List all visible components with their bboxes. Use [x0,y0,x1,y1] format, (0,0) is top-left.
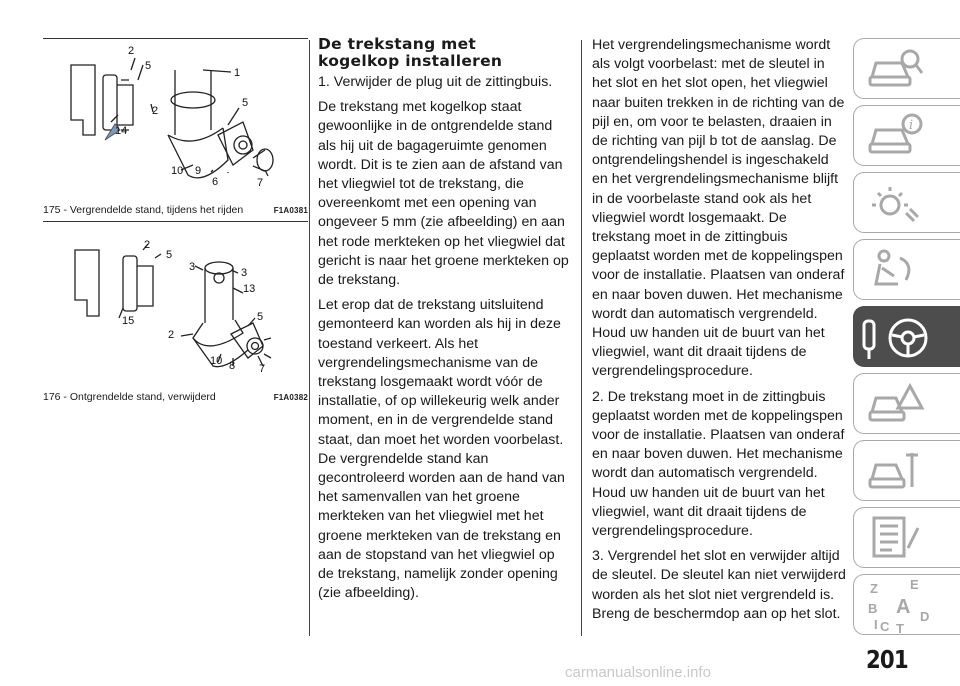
figure-code: F1A0381 [273,206,308,215]
tab-safety[interactable] [853,239,960,300]
figure-caption-text: 175 - Vergrendelde stand, tijdens het rijden [43,204,244,216]
callout-label: 2 [144,239,151,251]
index-letter: Z [870,581,878,596]
callout-label: 6 [212,176,219,188]
tab-getting-to-know[interactable] [853,38,960,99]
index-letter: D [920,609,930,624]
callout-label: 5 [166,249,173,261]
section-heading [318,36,568,70]
body-paragraph: De trekstang met kogelkop staat gewoonlijke in de ontgrendelde stand als hij uit de bagageruimte genomen wordt. Dit is te zien aan de afstand van het vliegwiel tot de trekstang, die overeenkomt met een opening van ongeveer 5 mm (zie afbeelding) en aan het rode merkteken op het vliegwiel dat gericht is naar het groene merkteken op de trekstang. [318,99,569,289]
svg-text:i: i [909,118,914,133]
body-paragraph: 2. De trekstang moet in de zittingbuis geplaatst worden met de koppelingspen voor de installatie. Plaatsen van onderaf en naar boven duwen. Het mechanisme wordt dan automatisch vergrendeld. Houd uw handen uit de buurt van het vliegwiel, want dit draait tijdens de vergrendelingsprocedure. [592,388,845,540]
tab-technical-data[interactable] [853,507,960,568]
body-paragraph: 1. Verwijder de plug uit de zittingbuis. [318,74,553,90]
figure-code: F1A0382 [273,393,308,402]
tab-dashboard-info[interactable] [853,105,960,166]
alphabetical-index-icon [866,579,936,635]
callout-label: 10 [171,165,184,177]
column-divider [309,40,310,636]
callout-label: 8 [229,360,236,372]
column-divider [581,40,582,636]
callout-label: 10 [210,355,223,367]
section-heading-line: De trekstang met [318,35,477,53]
car-maintenance-wrench-icon [866,445,926,497]
callout-label: 2 [152,105,159,117]
tab-starting-driving[interactable] [853,306,960,367]
figure-caption [43,391,308,403]
watermark: carmanualsonline.info [565,664,711,681]
callout-label: 13 [243,283,256,295]
index-letter: B [868,601,878,616]
technical-data-list-icon [866,512,926,564]
index-letter: C [880,619,890,634]
index-letter: E [910,579,919,592]
page-number: 201 [866,645,908,674]
tab-warning-lights[interactable] [853,172,960,233]
callout-label: 1 [234,67,241,79]
callout-label: 15 [122,315,135,327]
tab-maintenance[interactable] [853,440,960,501]
index-letter: T [896,621,904,635]
callout-label: 5 [145,60,152,72]
seat-safety-airbag-icon [866,244,926,296]
callout-label: 5 [257,311,264,323]
callout-label: 2 [168,329,175,341]
car-info-icon [866,110,926,162]
callout-label: 7 [259,363,266,375]
body-column-middle [318,73,574,609]
section-heading-line: kogelkop installeren [318,52,503,70]
car-search-icon [866,43,926,95]
car-warning-triangle-icon [866,378,926,430]
body-paragraph: 3. Vergrendel het slot en verwijder altijd de sleutel. De sleutel kan niet verwijderd worden als het slot niet vergrendeld is. Breng de beschermdop aan op het slot. [592,548,846,622]
tab-index[interactable] [853,574,960,635]
callout-label: 7 [257,177,264,189]
index-letter: A [896,596,911,618]
figure-176-illustration [43,228,308,386]
figure-top-rule [43,38,308,39]
dashboard-warning-lights-icon [866,177,926,229]
callout-label: 9 [195,165,202,177]
callout-label: 3 [241,267,248,279]
callout-label: 14 [115,125,128,137]
callout-label: 3 [189,261,196,273]
key-steering-wheel-icon [858,311,938,365]
figure-top-rule [43,221,308,222]
callout-label: 2 [128,45,135,57]
index-letter: I [874,617,878,632]
figure-caption-text: 176 - Ontgrendelde stand, verwijderd [43,391,216,403]
figure-caption [43,204,308,216]
figure-175-illustration [43,40,308,200]
tab-emergency[interactable] [853,373,960,434]
body-column-right [592,36,846,630]
body-paragraph: Let erop dat de trekstang uitsluitend gemonteerd kan worden als hij in deze toestand verkeert. Als het vergrendelingsmechanisme van de trekstang losgemaakt wordt vóór de installatie, of op willekeurig welk ander moment, en in de vergrendelde stand staat, dan moet het worden voorbelast. De vergrendelde stand kan gecontroleerd worden aan de hand van het samenvallen van het groene merkteken van het vliegwiel met het groene merkteken van de trekstang en aan de stopstand van het vliegwiel op de trekstang, namelijk zonder opening (zie afbeelding). [318,297,565,602]
callout-label: 5 [242,97,249,109]
body-paragraph: Het vergrendelingsmechanisme wordt als volgt voorbelast: met de sleutel in het slot en het slot open, het vliegwiel naar buiten trekken in de richting van de pijl en, om voor te belasten, draaien in de richting van pijl b tot de aanslag. De ontgrendelingshendel is ingeschakeld en het vergrendelingsmechanisme blijft in de voorbelaste stand ook als het vliegwiel wordt losgemaakt. De trekstang moet in de zittingbuis geplaatst worden met de koppelingspen voor de installatie. Plaatsen van onderaf en naar boven duwen. Het mechanisme wordt dan automatisch vergrendeld. Houd uw handen uit de buurt van het vliegwiel, want dit draait tijdens de vergrendelingsprocedure. [592,37,845,380]
